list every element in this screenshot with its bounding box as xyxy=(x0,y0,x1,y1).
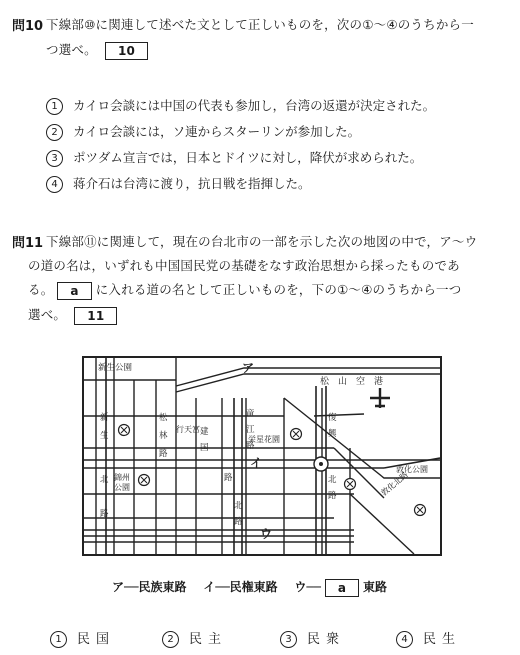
legend-a-mark: ア xyxy=(112,580,125,594)
label-kita: 北 xyxy=(100,475,109,485)
label-airport: 松 山 空 港 xyxy=(320,377,384,387)
label-ro3: 路 xyxy=(246,441,255,451)
choice-4[interactable] xyxy=(396,628,461,648)
q10-option-1-text: カイロ会談には中国の代表も参加し，台湾の返還が決定された。 xyxy=(73,98,436,113)
label-rin: 林 xyxy=(159,431,168,441)
q10-answer-box[interactable]: 10 xyxy=(105,42,148,60)
choice-mark-2: 2 xyxy=(162,631,179,648)
label-kuni: 国 xyxy=(200,443,209,453)
q10-option-2-text: カイロ会談には，ソ連からスターリンが参加した。 xyxy=(73,124,361,139)
label-ryu: 竜 xyxy=(246,409,255,419)
legend-box-a: a xyxy=(325,579,359,597)
q10-stem-line1: 下線部⑩に関連して述べた文として正しいものを，次の①〜④のうちから一 xyxy=(46,17,474,32)
legend-i-mark: イ xyxy=(203,580,216,594)
choice-1-text: 民国 xyxy=(77,632,116,647)
legend-dash-u: ── xyxy=(306,580,321,594)
label-gyoten: 行天宮 xyxy=(176,425,200,434)
q10-stem-line2: つ選べ。 xyxy=(46,42,97,57)
q10-option-2[interactable] xyxy=(46,122,360,141)
label-matsu: 松 xyxy=(159,413,168,423)
choice-4-text: 民生 xyxy=(423,632,462,647)
label-road-i: イ xyxy=(250,456,263,470)
choice-mark-4: 4 xyxy=(396,631,413,648)
q10-option-4-text: 蒋介石は台湾に渡り，抗日戦を指揮した。 xyxy=(73,176,311,191)
q10-stem-line2-wrap xyxy=(46,40,152,60)
q11-line4-text: 選べ。 xyxy=(28,307,67,322)
label-eisei: 栄星花園 xyxy=(248,435,280,444)
choice-mark-3: 3 xyxy=(280,631,297,648)
option-mark-3: 3 xyxy=(46,150,63,167)
label-ro2: 路 xyxy=(224,473,233,483)
label-shinsei-park: 新生公園 xyxy=(98,363,133,373)
label-koen: 公園 xyxy=(114,483,130,492)
q10-number: 問10 xyxy=(12,19,44,34)
label-doka-park: 敦化公園 xyxy=(396,465,428,474)
label-doka-road: 敦化北路 xyxy=(379,470,410,498)
label-kou: 興 xyxy=(328,429,337,439)
legend-u-mark: ウ xyxy=(294,580,307,594)
label-center-ro: 路 xyxy=(234,517,243,527)
option-mark-2: 2 xyxy=(46,124,63,141)
q11-line3-post: に入れる道の名として正しいものを，下の①〜④のうちから一つ xyxy=(95,282,462,297)
q11-stem-line1: 下線部⑪に関連して，現在の台北市の一部を示した次の地図の中で，ア〜ウ xyxy=(46,234,478,249)
map-svg xyxy=(84,358,440,554)
choice-mark-1: 1 xyxy=(50,631,67,648)
label-road-a: ア xyxy=(242,361,255,375)
q11-stem-line2: の道の名は，いずれも中国国民党の基礎をなす政治思想から採ったものであ xyxy=(28,258,460,273)
taipei-map xyxy=(82,356,442,556)
legend-a-text: 民族東路 xyxy=(138,580,187,594)
q11-line3-pre: る。 xyxy=(28,282,54,297)
label-sheng: 生 xyxy=(100,431,109,441)
option-mark-4: 4 xyxy=(46,176,63,193)
choice-3-text: 民衆 xyxy=(307,632,346,647)
q10-option-3-text: ポツダム宣言では，日本とドイツに対し，降伏が求められた。 xyxy=(73,150,423,165)
q10-option-1[interactable] xyxy=(46,96,435,115)
legend-u-text: 東路 xyxy=(362,580,387,594)
label-ko: 江 xyxy=(246,425,255,435)
q11-stem-line3 xyxy=(28,280,461,300)
label-fuku: 復 xyxy=(328,413,337,423)
label-center-bei: 北 xyxy=(234,501,243,511)
q10-option-4[interactable] xyxy=(46,174,311,193)
legend-dash-a: ── xyxy=(124,580,139,594)
label-hoku: 北 xyxy=(328,475,337,485)
label-ro4: 路 xyxy=(328,491,337,501)
q11-stem-line4 xyxy=(28,305,121,325)
map-legend xyxy=(112,578,387,597)
q11-answer-box[interactable]: 11 xyxy=(74,307,117,325)
choice-1[interactable] xyxy=(50,628,115,648)
q10-option-3[interactable] xyxy=(46,148,422,167)
label-shin: 新 xyxy=(100,413,109,423)
label-jinshu: 錦州 xyxy=(114,473,130,482)
q11-box-a: a xyxy=(57,282,91,300)
legend-dash-i: ── xyxy=(215,580,230,594)
option-mark-1: 1 xyxy=(46,98,63,115)
choice-2-text: 民主 xyxy=(189,632,228,647)
choice-3[interactable] xyxy=(280,628,345,648)
label-road-u: ウ xyxy=(260,527,273,541)
label-ro1: 路 xyxy=(159,449,168,459)
choice-2[interactable] xyxy=(162,628,227,648)
label-ken: 建 xyxy=(200,427,209,437)
legend-i-text: 民権東路 xyxy=(229,580,278,594)
q11-number: 問11 xyxy=(12,236,44,251)
label-ro5: 路 xyxy=(100,509,109,519)
